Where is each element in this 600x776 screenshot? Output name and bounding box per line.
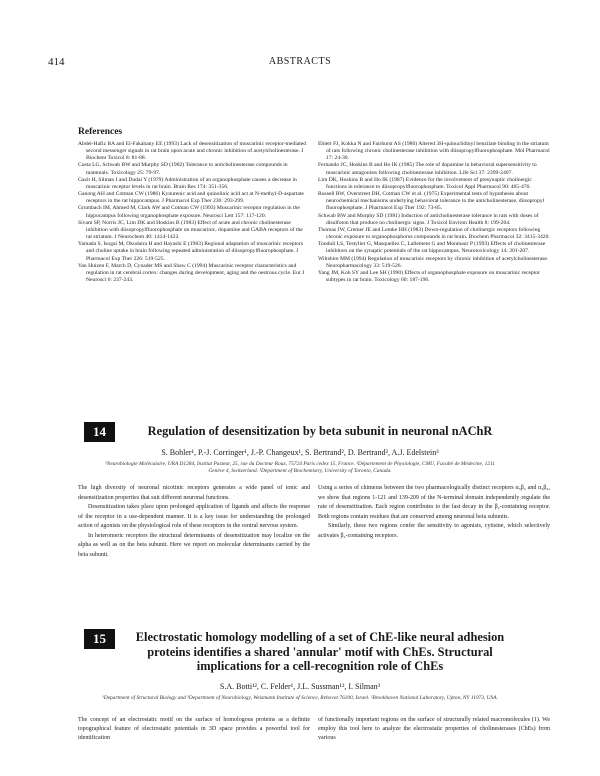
affiliations: ¹Neurobiologie Moléculaire, URA D1284, Institut Pasteur, 25, rue du Docteur Roux, 75724 Paris cedex 15, France. ²Département de Physiologie, CMU, Faculté de Médecine, 1211 Genève 4, Switzerland. ³Department of Biochemistry, University of Toronto, Canada. xyxy=(105,461,495,474)
affiliations: ¹Department of Structural Biology and ³Department of Neurobiology, Weizmann Institute of Science, Rehovot 76100, Israel. ²Brookhaven National Laboratory, Upton, NY 11973, USA. xyxy=(102,695,498,701)
reference-entry: Lim DK, Hoskins B and Ho IK (1987) Evidence for the involvement of presynaptic cholinergic functions in tolerance to diisopropylfluorophosphate. Toxicol Appl Pharmacol 90: 465-476. xyxy=(318,176,532,190)
reference-entry: Grumbach IM, Ahmed M, Clark AW and Cotman CW (1993) Muscarinic receptor regulation in the hippocampus following organophosphate exposure. Neurosci Lett 157: 117-120. xyxy=(78,205,300,219)
references-heading: References xyxy=(78,127,123,137)
reference-entry: Yamada S, Isogai M, Okudaira H and Hayashi E (1983) Regional adaptation of muscarinic receptors and choline uptake in brain following repeated administration of diisopropylfluorophosphate. J Pharmacol Exp Ther 226: 519-525. xyxy=(78,241,303,262)
reference-entry: Fernando JC, Hoskins B and Ho IK (1985) The role of dopamine in behavioral supersensitivity to muscarinic antagonists following cholinesterase inhibition. Life Sci 37: 2399-2407. xyxy=(318,162,537,176)
reference-entry: Schwab BW and Murphy SD (1981) Induction of anticholinesterase tolerance in rats with doses of disulfoton that produce no cholinergic signs. J Toxicol Environ Health 8: 199-204. xyxy=(318,212,539,226)
references-column-right xyxy=(318,141,550,284)
abstract-paragraph: of functionally important regions on the surface of structurally related macromolecules (1). We employ this tool here to analyze the electrostatic properties of cholinesterases (ChEs) from various xyxy=(318,717,550,741)
abstract-paragraph: The high diversity of neuronal nicotinic receptors generates a wide panel of ionic and desensitization properties that suit different neuronal functions. xyxy=(78,485,310,501)
abstract-paragraph: Desensitization takes place upon prolonged application of ligands and affects the response of the receptor in a use-dependent manner. It is a key issue for understanding the prolonged action of agonists on the physiological role of these receptors in the central nervous system. xyxy=(78,504,310,530)
reference-entry: Gazit H, Silman I and Dudai Y (1979) Administration of an organophosphate causes a decrease in muscarinic receptor levels in rat brain. Brain Res 174: 351-356. xyxy=(78,176,297,190)
section-number-badge: 14 xyxy=(84,422,115,442)
abstract-paragraph: Similarly, these two regions confer the sensitivity to agonists, cytisine, which selectively activates β₄-containing receptors. xyxy=(318,523,550,539)
page-number: 414 xyxy=(48,56,65,68)
reference-entry: Ganong AH and Cotman CW (1986) Kynurenic acid and quinolinic acid act at N-methyl-D-aspartate receptors in the rat hippocampus. J Pharmacol Exp Ther 236: 293-299. xyxy=(78,191,304,205)
section-title: Electrostatic homology modelling of a set of ChE-like neural adhesion proteins identifies a shared 'annular' motif with ChEs. Structural implications for a cell-recognition role of ChEs xyxy=(135,630,505,673)
author-list: S. Bohler¹, P.-J. Corringer¹, J.-P. Changeux¹, S. Bertrand², D. Bertrand², A.J. Edelstein³ xyxy=(161,448,439,457)
abstract-paragraph: The concept of an electrostatic motif on the surface of homologous proteins as a definite topographical feature of electrostatic potentials in 3D space provides a powerful tool for identification xyxy=(78,717,310,741)
reference-entry: Abdel-Hafiz BA and El-Fakahany EE (1993) Lack of desensitization of muscarinic receptor-mediated second messenger signals in rat brain upon acute and chronic inhibition of acetylcholinesterase. J Biochem Toxicol 8: 81-88. xyxy=(78,141,307,162)
reference-entry: Yang JM, Koh SY and Lee SH (1990) Effects of organophosphate exposure on muscarinic receptor subtypes in rat brain. Toxicology 60: 187-196. xyxy=(318,269,540,283)
references-column-left xyxy=(78,141,310,284)
abstract-column-left xyxy=(78,716,310,743)
reference-entry: Sivam SP, Norris JC, Lim DK and Hoskins B (1983) Effect of acute and chronic cholinesterase inhibition with diisopropylfluorophosphate on muscarinic, dopamine and GABA receptors of the rat striatum. J Neurochem 40: 1414-1422. xyxy=(78,219,303,241)
reference-entry: Thomas JW, Cremer JE and Lemke HH (1983) Down-regulation of cholinergic receptors following chronic exposure to organophosphorus compounds in rat brain. Biochem Pharmacol 32: 3415-3420. xyxy=(318,226,550,241)
reference-entry: Tonduli LS, Testylier G, Masqueliez C, Lallement G and Monmaur P (1993) Effects of cholinesterase inhibitors on the synaptic potentials of the rat hippocampus. Neurotoxicology 14: 201-207. xyxy=(318,241,546,255)
reference-entry: Ehlert FJ, Kokka N and Fairhurst AS (1980) Altered 3H-quinuclidinyl benzilate binding in the striatum of rats following chronic cholinesterase inhibition with diisopropylfluorophosphate. Mol Pharmacol 17: 24-30. xyxy=(318,141,550,162)
section-number-badge: 15 xyxy=(84,629,115,649)
section-title: Regulation of desensitization by beta subunit in neuronal nAChR xyxy=(147,424,493,438)
abstract-column-right xyxy=(318,484,550,541)
reference-entry: Wiltshire MM (1994) Regulation of muscarinic receptors by chronic inhibition of acetylcholinesterase. Neuropharmacology 33: 519-526. xyxy=(318,255,549,269)
reference-entry: Costa LG, Schwab BW and Murphy SD (1982) Tolerance to anticholinesterase compounds in mammals. Toxicology 25: 79-97. xyxy=(78,162,288,176)
author-list: S.A. Botti¹², C. Felder¹, J.L. Sussman¹², I. Silman³ xyxy=(219,682,381,691)
abstract-column-right xyxy=(318,716,550,743)
abstract-paragraph: Using a series of chimeras between the two pharmacologically distinct receptors α₃β₂ and α₃β₄, we show that regions 1-121 and 139-209 of the N-terminal domain independently regulate the rate of desensitization. Each region contributes to the fast decay in the β₂-containing receptor. Both regions contain residues that are conserved among neuronal beta subunits. xyxy=(318,485,550,520)
running-header: ABSTRACTS xyxy=(268,56,332,67)
reference-entry: Van Huizen F, March D, Cynader MS and Shaw C (1994) Muscarinic receptor characteristics and regulation in rat cerebral cortex: changes during development, aging and the oestrous cycle. Eur J Neurosci 6: 237-243. xyxy=(78,262,305,283)
abstract-paragraph: In heteromeric receptors the structural determinants of desensitization may localize on the alpha as well as on the beta subunit. Here we report on molecular determinants carried by the beta subunit. xyxy=(78,532,310,558)
abstract-column-left xyxy=(78,484,310,560)
reference-entry: Russell RW, Overstreet DH, Cotman CW et al. (1975) Experimental tests of hypotheses about neurochemical mechanisms underlying behavioral tolerance to the anticholinesterase, diisopropyl fluorophosphate. J Pharmacol Exp Ther 192: 73-85. xyxy=(318,191,545,212)
